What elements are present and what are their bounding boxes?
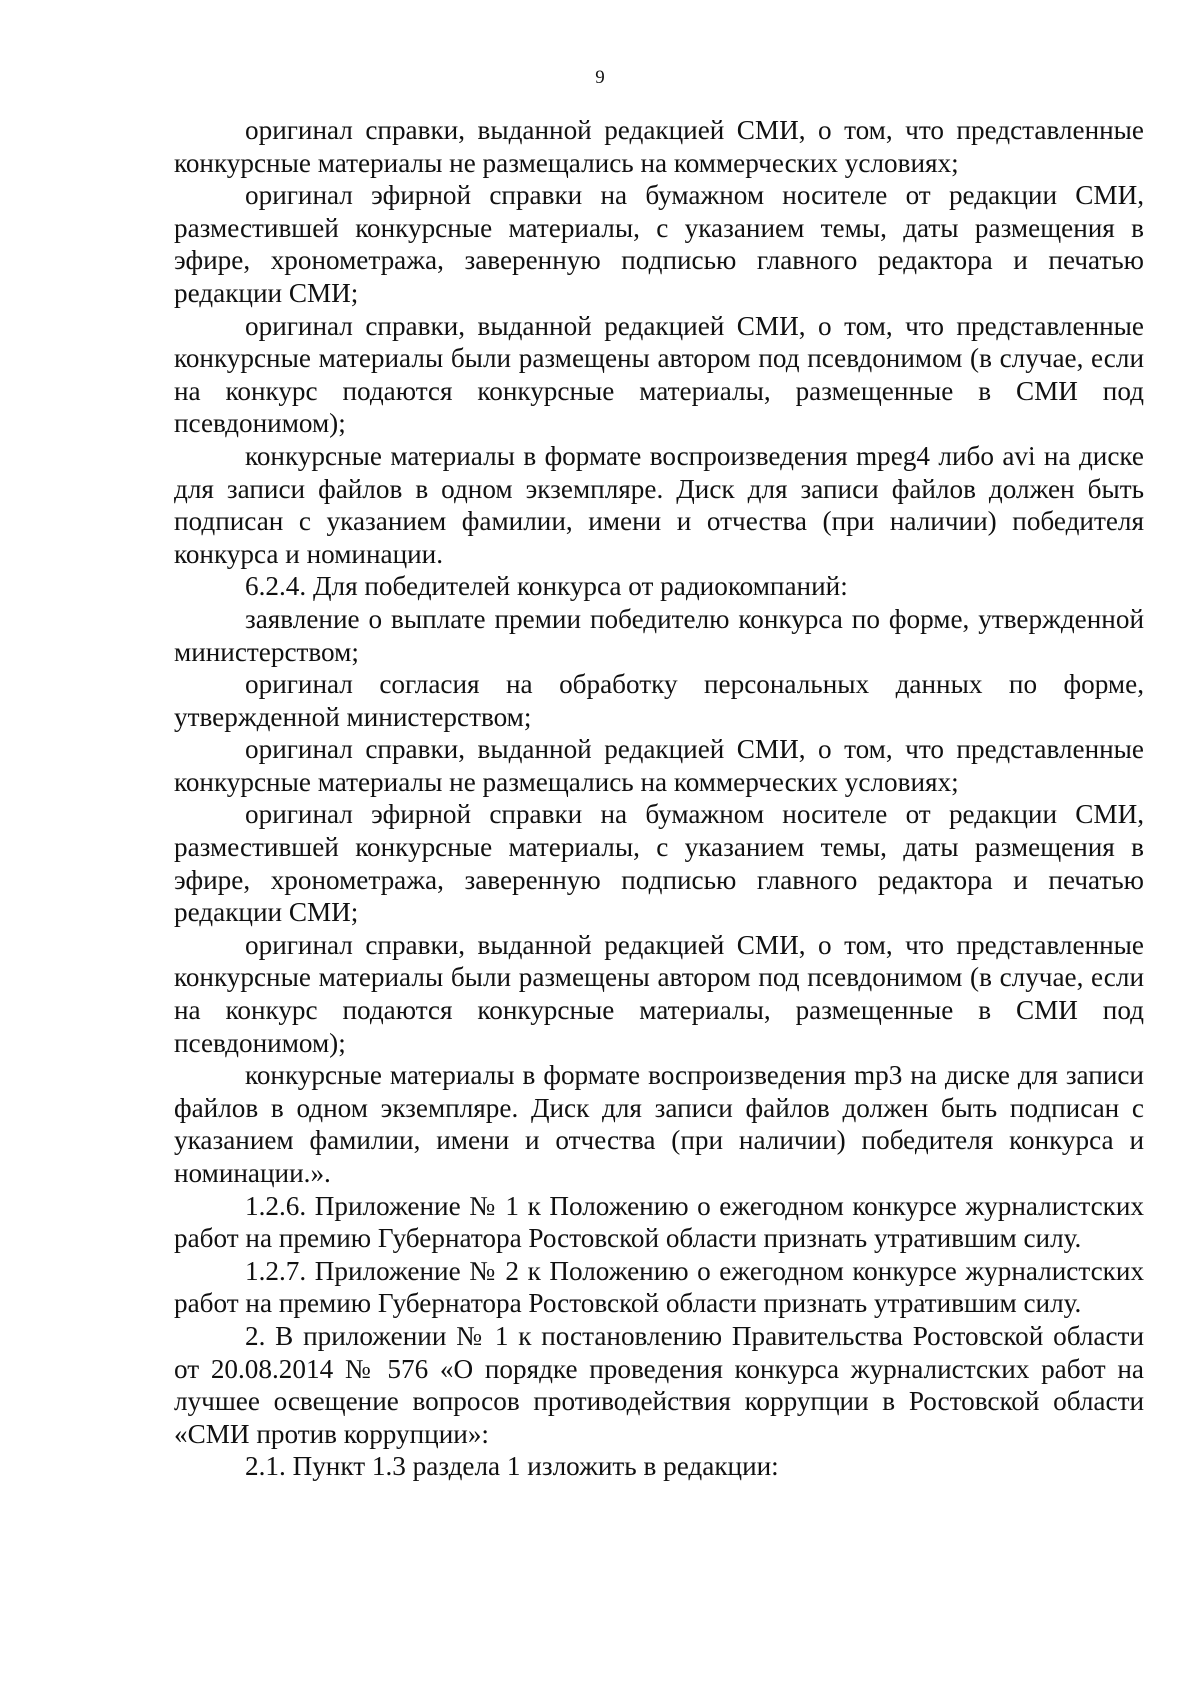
paragraph: оригинал эфирной справки на бумажном носителе от редакции СМИ, разместившей конкурсные материалы, с указанием темы, даты размещения в эфире, хронометража, заверенную подписью главного редактора и печатью редакции СМИ; xyxy=(174,180,1144,308)
paragraph: оригинал справки, выданной редакцией СМИ, о том, что представленные конкурсные материалы были размещены автором под псевдонимом (в случае, если на конкурс подаются конкурсные материалы, размещенные в СМИ под псевдонимом); xyxy=(174,929,1144,1058)
paragraph: оригинал справки, выданной редакцией СМИ, о том, что представленные конкурсные материалы были размещены автором под псевдонимом (в случае, если на конкурс подаются конкурсные материалы, размещенные в СМИ под псевдонимом); xyxy=(174,310,1144,439)
paragraph: заявление о выплате премии победителю конкурса по форме, утвержденной министерством; xyxy=(174,603,1144,667)
paragraph: оригинал справки, выданной редакцией СМИ, о том, что представленные конкурсные материалы не размещались на коммерческих условиях; xyxy=(174,115,1144,178)
paragraph: 1.2.6. Приложение № 1 к Положению о ежегодном конкурсе журналистских работ на премию Губернатора Ростовской области признать утратившим силу. xyxy=(174,1190,1144,1254)
page-number: 9 xyxy=(595,67,605,88)
paragraph: оригинал эфирной справки на бумажном носителе от редакции СМИ, разместившей конкурсные материалы, с указанием темы, даты размещения в эфире, хронометража, заверенную подписью главного редактора и печатью редакции СМИ; xyxy=(174,799,1144,928)
document-body xyxy=(174,114,1144,1483)
paragraph: конкурсные материалы в формате воспроизведения mp3 на диске для записи файлов в одном экземпляре. Диск для записи файлов должен быть подписан с указанием фамилии, имени и отчества (при наличии) победителя конкурса и номинации.». xyxy=(174,1060,1144,1188)
paragraph: 1.2.7. Приложение № 2 к Положению о ежегодном конкурсе журналистских работ на премию Губернатора Ростовской области признать утратившим силу. xyxy=(174,1255,1144,1319)
paragraph: 2. В приложении № 1 к постановлению Правительства Ростовской области от 20.08.2014 № 576 «О порядке проведения конкурса журналистских работ на лучшее освещение вопросов противодействия коррупции в Ростовской области «СМИ против коррупции»: xyxy=(174,1320,1144,1449)
paragraph: оригинал согласия на обработку персональных данных по форме, утвержденной министерством; xyxy=(174,669,1144,732)
paragraph: конкурсные материалы в формате воспроизведения mpeg4 либо avi на диске для записи файлов в одном экземпляре. Диск для записи файлов должен быть подписан с указанием фамилии, имени и отчества (при наличии) победителя конкурса и номинации. xyxy=(174,440,1144,569)
paragraph: 2.1. Пункт 1.3 раздела 1 изложить в редакции: xyxy=(245,1451,779,1482)
paragraph: оригинал справки, выданной редакцией СМИ, о том, что представленные конкурсные материалы не размещались на коммерческих условиях; xyxy=(174,734,1144,797)
section-heading: 6.2.4. Для победителей конкурса от радиокомпаний: xyxy=(245,571,848,602)
